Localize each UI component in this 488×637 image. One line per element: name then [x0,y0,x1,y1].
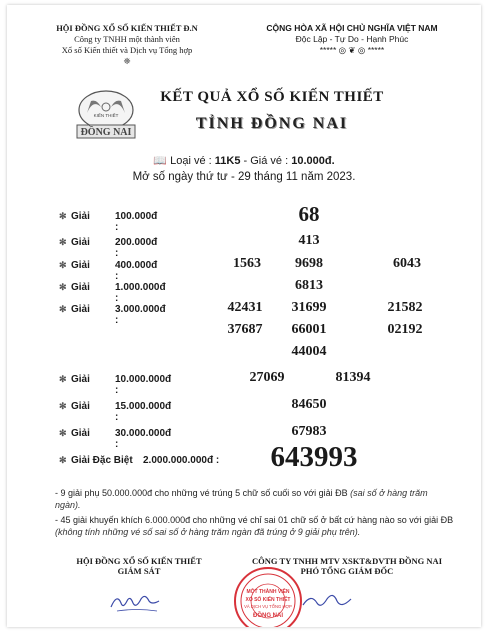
note-encouragement: - 45 giải khuyến khích 6.000.000đ cho những vé chỉ sai 01 chữ số ở bất cứ hàng nào so với giải ĐB (không tính những vé số sai số ở hàng trăm ngàn đã trúng ở 9 giải phụ trên). [55,515,454,537]
prize-label: Giải Đặc Biệt [71,455,133,466]
supervisor-signature-icon [107,589,167,615]
national-header [247,23,457,56]
seal-line-1: MỘT THÀNH VIÊN [246,589,290,595]
country-name: CỘNG HÒA XÃ HỘI CHỦ NGHĨA VIỆT NAM [266,23,438,33]
prize-amount: 1.000.000đ : [115,282,166,304]
prize-label: Giải [71,237,90,248]
seal-line-2: XỔ SỐ KIẾN THIẾT [245,597,291,603]
winning-number: 81394 [335,370,371,385]
star-icon: ✻ [59,428,67,438]
ticket-info [7,154,481,167]
dong-nai-logo-icon [71,89,141,141]
winning-number: 66001 [291,322,327,337]
prize-amount: 30.000.000đ : [115,428,172,450]
supervisor-signature-block: HỘI ĐỒNG XỔ SỐ KIẾN THIẾT GIÁM SÁT [76,556,202,576]
star-icon: ✻ [59,401,67,411]
ornament-divider: ***** ◎ ❦ ◎ ***** [319,45,385,55]
prize-amount: 15.000.000đ : [115,401,172,423]
ornament-icon: ❈ [123,56,131,66]
star-icon: ✻ [59,455,67,465]
prize-amount: 100.000đ : [115,211,158,233]
winning-number: 31699 [291,300,327,315]
winning-number: 413 [298,233,320,248]
winning-number: 37687 [227,322,263,337]
winning-number: 6043 [393,256,421,271]
logo-arc-text: KIẾN THIẾT [93,113,119,118]
seal-line-3: VÀ DỊCH VỤ TỔNG HỢP [244,604,292,609]
star-icon: ✻ [59,260,67,270]
prize-label: Giải [71,282,90,293]
prize-amount: 10.000.000đ : [115,374,172,396]
prize-label: Giải [71,374,90,385]
winning-number: 44004 [291,344,327,359]
winning-number: 68 [298,202,320,226]
prize-notes [55,487,455,538]
special-prize-row [59,453,269,473]
issuer-company-name: Xổ số Kiến thiết và Dịch vụ Tổng hợp [61,45,193,55]
issuer-company: Công ty TNHH một thành viên [74,34,180,44]
ticket-price-label: - Giá vé : [243,155,289,167]
issuer-council: HỘI ĐỒNG XỔ SỐ KIẾN THIẾT Đ.N [56,23,198,33]
star-icon: ✻ [59,211,67,221]
logo-band-text: ĐỒNG NAI [80,127,132,138]
note-consolation: - 9 giải phụ 50.000.000đ cho những vé trúng 5 chữ số cuối so với giải ĐB (sai số ở hàng trăm ngàn). [55,488,428,510]
winning-number: 27069 [249,370,285,385]
company-signature-block: CÔNG TY TNHH MTV XSKT&DVTH ĐỒNG NAI PHÓ TỔNG GIÁM ĐỐC [251,556,442,576]
prize-label: Giải [71,428,90,439]
national-motto: Độc Lập - Tự Do - Hạnh Phúc [295,34,409,44]
winning-number: 21582 [387,300,423,315]
ticket-type-label: Loại vé : [170,155,212,167]
prize-label: Giải [71,401,90,412]
prize-amount: 2.000.000.000đ : [143,455,220,466]
ticket-type: 11K5 [214,155,241,167]
note-encouragement-detail: (không tính những vé số sai số ở hàng trăm ngàn đã trúng ở 9 giải phụ trên). [55,527,361,537]
province-title: TỈNH ĐỒNG NAI [195,115,349,132]
ticket-price: 10.000đ. [291,155,335,167]
winning-number: 6813 [295,278,323,293]
prize-amount: 3.000.000đ : [115,304,166,326]
winning-number: 02192 [387,322,423,337]
winning-number: 42431 [227,300,263,315]
prize-amount: 200.000đ : [115,237,158,259]
prize-label: Giải [71,260,90,271]
winning-number: 67983 [291,424,327,439]
star-icon: ✻ [59,374,67,384]
prize-label: Giải [71,304,90,315]
seal-line-4: ĐỒNG NAI [253,613,283,619]
winning-number: 1563 [233,256,261,271]
star-icon: ✻ [59,237,67,247]
book-icon: 📖 [153,155,168,167]
winning-number: 84650 [291,397,327,412]
company-seal-icon [232,565,304,627]
lottery-result-sheet [7,5,481,627]
note-consolation-detail: (sai số ở hàng trăm ngàn). [55,488,428,510]
director-signature-icon [299,591,359,613]
special-winning-number: 643993 [270,441,358,473]
prize-label: Giải [71,211,90,222]
page-title: KẾT QUẢ XỔ SỐ KIẾN THIẾT [160,89,384,105]
star-icon: ✻ [59,282,67,292]
star-icon: ✻ [59,304,67,314]
winning-number: 9698 [295,256,323,271]
prize-amount: 400.000đ : [115,260,158,282]
issuer-header [47,23,207,67]
draw-date: Mở số ngày thứ tư - 29 tháng 11 năm 2023. [132,171,356,183]
